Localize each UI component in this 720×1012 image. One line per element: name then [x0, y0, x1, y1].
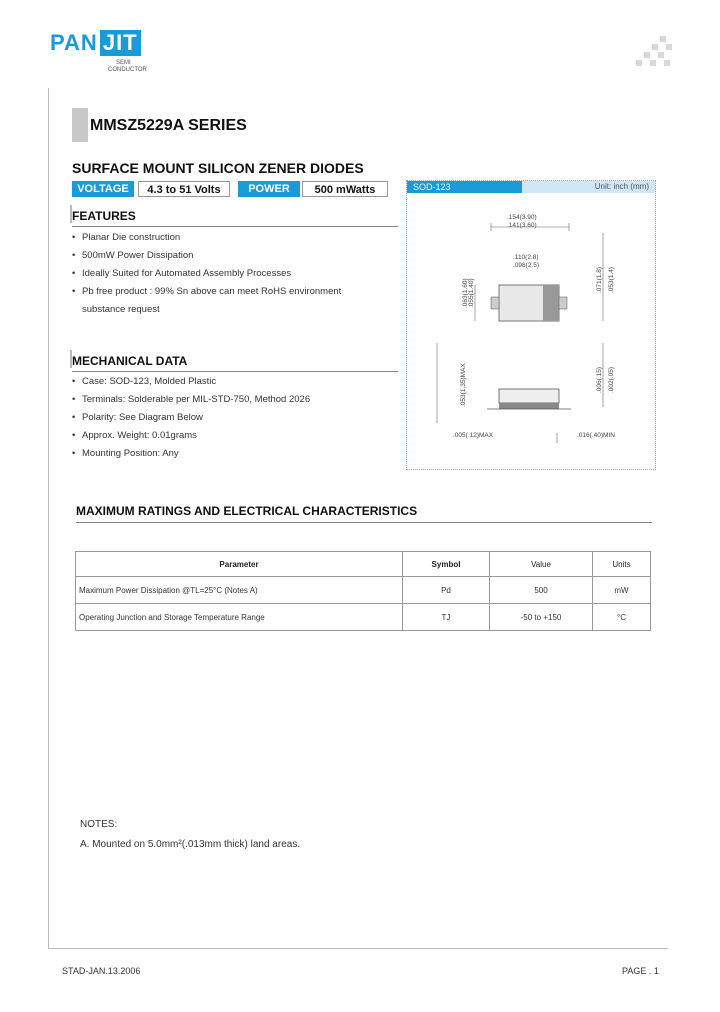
logo-pan: PAN	[50, 30, 98, 55]
list-item: • Pb free product : 99% Sn above can meet RoHS environment	[72, 283, 341, 301]
col-header: Symbol	[403, 552, 490, 577]
ratings-table	[75, 551, 651, 631]
logo-jit: JIT	[100, 30, 141, 56]
cell-symbol: TJ	[403, 604, 490, 631]
dim-label: .016(.40)MIN	[577, 432, 615, 439]
dim-label: .006(.15)	[596, 366, 603, 393]
dim-label: .141(3.60)	[507, 222, 537, 229]
logo-subtext: SEMI CONDUCTOR	[108, 60, 147, 73]
list-item: • Planar Die construction	[72, 229, 341, 247]
dim-label: .055(1.40)	[468, 278, 475, 308]
series-title: MMSZ5229A SERIES	[90, 117, 247, 134]
decorative-dots	[636, 36, 672, 72]
dim-label: .005(.12)MAX	[453, 432, 494, 439]
list-item: • Approx. Weight: 0.01grams	[72, 427, 310, 445]
dim-label: .098(2.5)	[513, 262, 540, 269]
list-item: • 500mW Power Dissipation	[72, 247, 341, 265]
footer-date: STAD-JAN.13.2006	[62, 966, 141, 976]
dim-label: .002(.05)	[608, 366, 615, 393]
cell-units: °C	[593, 604, 651, 631]
cell-units: mW	[593, 577, 651, 604]
col-header: Units	[593, 552, 651, 577]
cell-value: 500	[490, 577, 593, 604]
page-number: PAGE . 1	[622, 966, 659, 976]
page-subtitle: SURFACE MOUNT SILICON ZENER DIODES	[72, 160, 364, 176]
power-value-badge: 500 mWatts	[302, 181, 388, 197]
list-item: • Mounting Position: Any	[72, 445, 310, 463]
table-row	[76, 604, 651, 631]
dim-label: .154(3.90)	[507, 214, 537, 221]
notes-heading: NOTES:	[80, 819, 118, 830]
cell-value: -50 to +150	[490, 604, 593, 631]
col-header: Value	[490, 552, 593, 577]
dim-label: .110(2.8)	[513, 254, 539, 261]
mechanical-list	[72, 373, 310, 463]
list-item: substance request	[82, 304, 160, 315]
table-header-row	[76, 552, 651, 577]
cell-parameter: Maximum Power Dissipation @TL=25°C (Notes A)	[76, 577, 403, 604]
power-label-badge: POWER	[238, 181, 300, 197]
dim-label: .071(1.8)	[596, 266, 603, 293]
note-a: A. Mounted on 5.0mm²(.013mm thick) land areas.	[80, 839, 301, 850]
list-item: • Terminals: Solderable per MIL-STD-750, Method 2026	[72, 391, 310, 409]
mechanical-heading: MECHANICAL DATA	[72, 354, 398, 372]
package-diagram	[406, 180, 656, 470]
features-list	[72, 229, 341, 319]
voltage-value-badge: 4.3 to 51 Volts	[138, 181, 230, 197]
list-item: • Polarity: See Diagram Below	[72, 409, 310, 427]
dim-label: .053(1.35)MAX	[460, 363, 467, 407]
left-border-line	[48, 88, 49, 948]
voltage-label-badge: VOLTAGE	[72, 181, 134, 197]
package-drawing	[407, 193, 655, 469]
package-name: SOD-123	[407, 181, 522, 193]
footer-line	[48, 948, 668, 949]
package-unit: Unit: inch (mm)	[594, 182, 649, 191]
table-row	[76, 577, 651, 604]
dim-label: .063(1.60)	[462, 278, 469, 308]
list-item: • Case: SOD-123, Molded Plastic	[72, 373, 310, 391]
col-header: Parameter	[76, 552, 403, 577]
dim-label: .053(1.4)	[608, 266, 615, 293]
company-logo	[50, 30, 141, 56]
list-item: • Ideally Suited for Automated Assembly Processes	[72, 265, 341, 283]
ratings-heading: MAXIMUM RATINGS AND ELECTRICAL CHARACTERISTICS	[76, 504, 652, 523]
cell-symbol: Pd	[403, 577, 490, 604]
notes-section	[80, 815, 300, 855]
features-heading: FEATURES	[72, 209, 398, 227]
cell-parameter: Operating Junction and Storage Temperature Range	[76, 604, 403, 631]
